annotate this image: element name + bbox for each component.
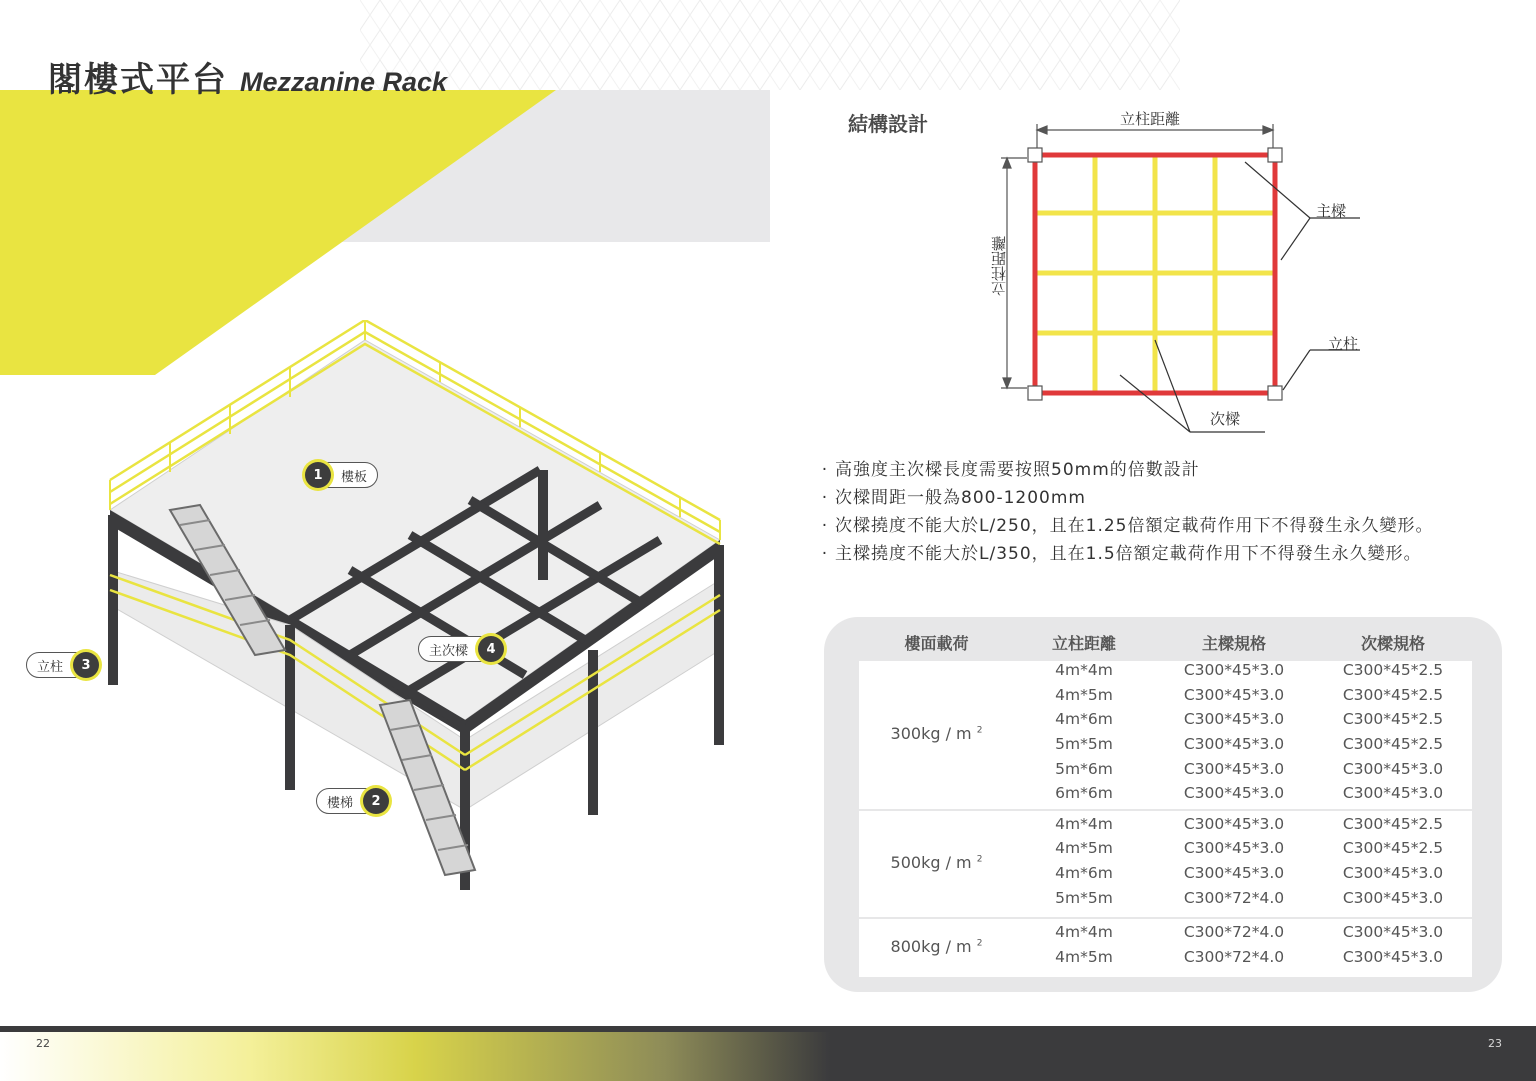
- secondary-beam-cell: C300*45*2.5: [1342, 735, 1444, 753]
- header-secondary-beam: 次樑規格: [1360, 634, 1425, 653]
- callout-stairs: [316, 788, 390, 814]
- note-item: · 次樑撓度不能大於L/250，且在1.25倍額定載荷作用下不得發生永久變形。: [815, 512, 1525, 540]
- column-span-cell: 4m*5m: [1055, 948, 1113, 966]
- secondary-beam-cell: C300*45*2.5: [1342, 710, 1444, 729]
- secondary-beam-cell: C300*45*3.0: [1342, 784, 1444, 803]
- main-beam-cell: C300*45*3.0: [1183, 864, 1285, 882]
- header-column-span: 立柱距離: [1051, 634, 1116, 653]
- design-notes: [815, 456, 1525, 568]
- main-beam-cell: C300*45*3.0: [1183, 814, 1285, 833]
- span-label-top: 立柱距離: [1120, 110, 1181, 128]
- secondary-beam-cell: C300*45*3.0: [1342, 888, 1444, 907]
- page-number-left: 22: [36, 1037, 50, 1050]
- column-span-cell: 5m*5m: [1055, 888, 1113, 907]
- span-label-left: 立柱距離: [990, 236, 1008, 296]
- main-beam-cell: C300*72*4.0: [1183, 888, 1285, 907]
- title-chinese: 閣樓式平台: [48, 60, 228, 100]
- column-span-cell: 4m*4m: [1055, 923, 1113, 942]
- page-number-right: 23: [1488, 1037, 1502, 1050]
- secondary-beam-cell: C300*45*2.5: [1342, 685, 1444, 704]
- main-beam-cell: C300*45*3.0: [1183, 784, 1285, 803]
- header-floor-load: 樓面載荷: [904, 634, 969, 653]
- main-beam-cell: C300*45*3.0: [1183, 735, 1285, 753]
- secondary-beam-cell: C300*45*2.5: [1342, 814, 1444, 833]
- callout-number: 4: [478, 636, 504, 662]
- column-span-cell: 6m*6m: [1055, 784, 1113, 803]
- floor-load-unit-power: 2: [976, 938, 983, 949]
- secondary-beam-cell: C300*45*2.5: [1342, 661, 1444, 680]
- floor-load-unit-power: 2: [976, 725, 983, 736]
- spec-table-header: [824, 631, 1502, 657]
- floor-load-text: 500kg / m: [890, 853, 972, 872]
- callout-label: 樓板: [341, 469, 368, 485]
- secondary-beam-cell: C300*45*3.0: [1342, 923, 1444, 942]
- callout-label: 立柱: [37, 659, 64, 675]
- column-span-cell: 4m*5m: [1055, 839, 1113, 858]
- page-title: [48, 52, 447, 101]
- main-beam-cell: C300*45*3.0: [1183, 710, 1285, 729]
- callout-floor-plate: [304, 462, 378, 488]
- floor-load-text: 800kg / m: [890, 937, 972, 956]
- column-span-cell: 5m*5m: [1055, 735, 1113, 753]
- note-item: · 次樑間距一般為800-1200mm: [815, 484, 1525, 512]
- secondary-beam-cell: C300*45*2.5: [1342, 839, 1444, 858]
- secondary-beam-cell: C300*45*3.0: [1342, 759, 1444, 778]
- column-span-cell: 5m*6m: [1055, 759, 1113, 778]
- main-beam-cell: C300*45*3.0: [1183, 685, 1285, 704]
- main-beam-cell: C300*45*3.0: [1183, 661, 1285, 680]
- secondary-beam-label: 次樑: [1210, 410, 1241, 428]
- floor-load-text: 300kg / m: [890, 724, 972, 743]
- callout-label: 樓梯: [327, 795, 354, 811]
- column-label: 立柱: [1328, 335, 1359, 353]
- callout-number: 2: [363, 788, 389, 814]
- floor-load-unit-power: 2: [976, 854, 983, 865]
- callout-number: 3: [73, 652, 99, 678]
- column-span-cell: 4m*6m: [1055, 864, 1113, 882]
- note-item: · 主樑撓度不能大於L/350，且在1.5倍額定載荷作用下不得發生永久變形。: [815, 540, 1525, 568]
- note-item: · 高強度主次樑長度需要按照50mm的倍數設計: [815, 456, 1525, 484]
- spec-table: [824, 617, 1502, 992]
- title-english: Mezzanine Rack: [240, 67, 448, 97]
- floor-load-value: [859, 853, 1014, 872]
- spec-group-300: [859, 661, 1472, 809]
- main-beam-cell: C300*45*3.0: [1183, 839, 1285, 858]
- callout-number: 1: [305, 462, 331, 488]
- main-beam-label: 主樑: [1316, 202, 1347, 220]
- triangle-pattern: [360, 0, 1180, 90]
- column-span-cell: 4m*5m: [1055, 685, 1113, 704]
- callout-column: [26, 652, 100, 678]
- floor-load-value: [859, 724, 1014, 743]
- spec-group-500: [859, 811, 1472, 917]
- floor-load-value: [859, 937, 1014, 956]
- secondary-beam-cell: C300*45*3.0: [1342, 864, 1444, 882]
- main-beam-cell: C300*72*4.0: [1183, 948, 1285, 966]
- beam-layout-diagram: [975, 100, 1375, 440]
- column-span-cell: 4m*4m: [1055, 814, 1113, 833]
- main-beam-cell: C300*45*3.0: [1183, 759, 1285, 778]
- spec-group-800: [859, 919, 1472, 977]
- callout-beams: [418, 636, 505, 662]
- callout-label: 主次樑: [429, 643, 469, 659]
- column-span-cell: 4m*6m: [1055, 710, 1113, 729]
- main-beam-cell: C300*72*4.0: [1183, 923, 1285, 942]
- header-main-beam: 主樑規格: [1201, 634, 1266, 653]
- column-span-cell: 4m*4m: [1055, 661, 1113, 680]
- footer-gradient: [0, 1032, 830, 1081]
- structure-title: 結構設計: [848, 112, 928, 136]
- secondary-beam-cell: C300*45*3.0: [1342, 948, 1444, 966]
